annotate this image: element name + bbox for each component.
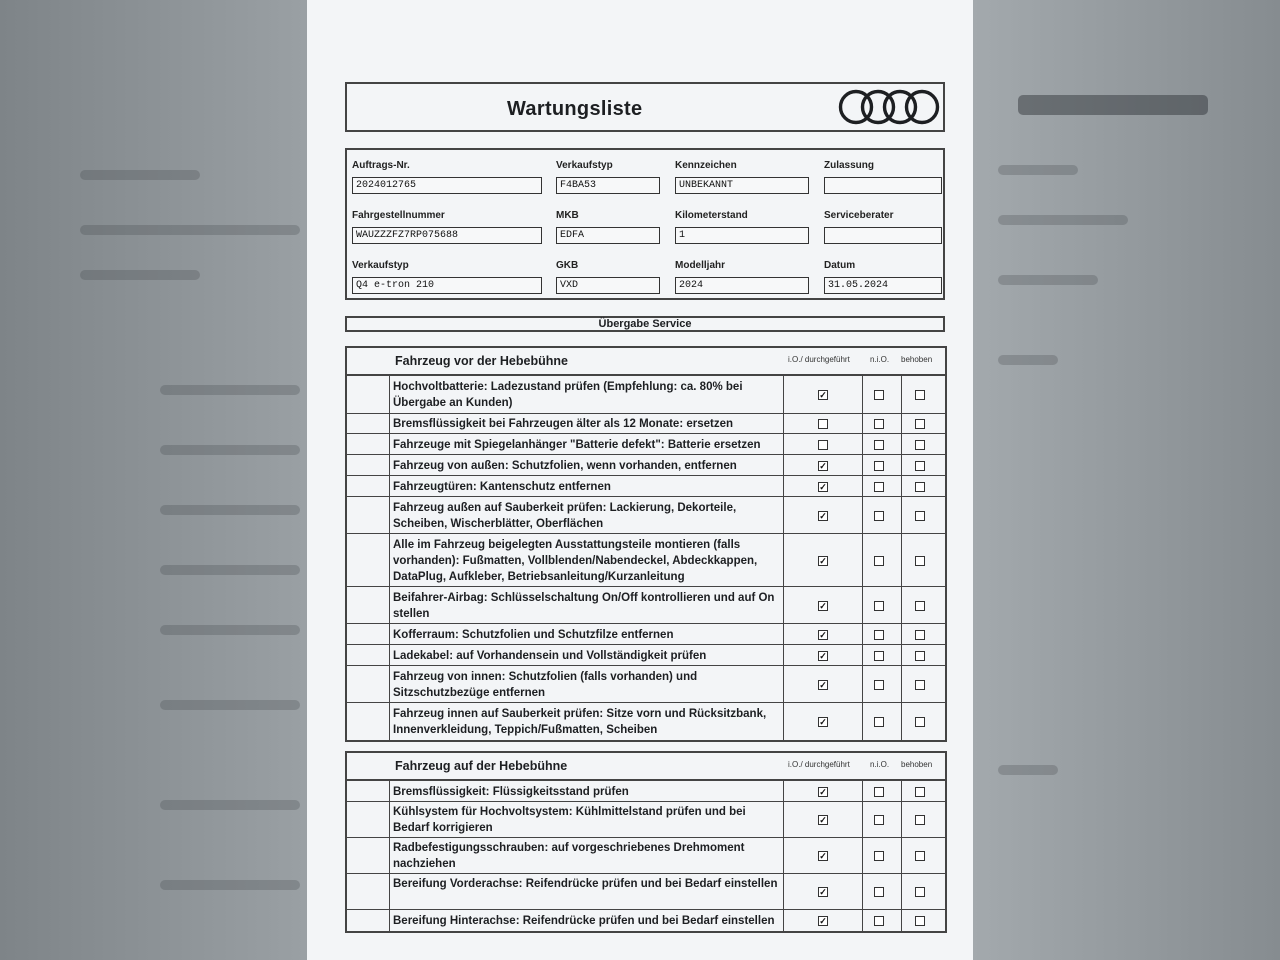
- checkbox-io[interactable]: [818, 851, 828, 861]
- checklist-section-before-lift: [345, 346, 947, 742]
- checklist-row: [347, 587, 945, 624]
- checkbox-behoben[interactable]: [915, 680, 925, 690]
- checkbox-io[interactable]: [818, 887, 828, 897]
- checklist-item-text: Hochvoltbatterie: Ladezustand prüfen (Empfehlung: ca. 80% bei Übergabe an Kunden): [393, 381, 743, 409]
- section-band-title: Übergabe Service: [345, 316, 945, 332]
- checkbox-io[interactable]: [818, 630, 828, 640]
- checkbox-behoben[interactable]: [915, 851, 925, 861]
- check-mark-icon: ✓: [819, 482, 827, 492]
- field-label: GKB: [556, 260, 579, 271]
- field-value: 1: [675, 227, 809, 244]
- check-mark-icon: ✓: [819, 916, 827, 926]
- blurred-text: [80, 270, 200, 280]
- blurred-text: [998, 765, 1058, 775]
- checkbox-nio[interactable]: [874, 511, 884, 521]
- blurred-text: [998, 275, 1098, 285]
- checkbox-nio[interactable]: [874, 680, 884, 690]
- checkbox-behoben[interactable]: [915, 916, 925, 926]
- checklist-item-text: Fahrzeuge mit Spiegelanhänger "Batterie defekt": Batterie ersetzen: [393, 439, 761, 451]
- checklist-row: [347, 874, 945, 910]
- checkbox-behoben[interactable]: [915, 390, 925, 400]
- check-mark-icon: ✓: [819, 787, 827, 797]
- checkbox-behoben[interactable]: [915, 511, 925, 521]
- blurred-text: [160, 505, 300, 515]
- checkbox-behoben[interactable]: [915, 787, 925, 797]
- checklist-item-text: Alle im Fahrzeug beigelegten Ausstattungsteile montieren (falls vorhanden): Fußmatten, Vollblenden/Nabendeckel, Abdeckkappen, DataPlug, Aufkleber, Betriebsanleitung/Kurzanleitung: [393, 539, 758, 583]
- checkbox-nio[interactable]: [874, 482, 884, 492]
- checkbox-nio[interactable]: [874, 717, 884, 727]
- checkbox-io[interactable]: [818, 511, 828, 521]
- check-mark-icon: ✓: [819, 511, 827, 521]
- section-header: [347, 753, 945, 781]
- checklist-item-text: Fahrzeug innen auf Sauberkeit prüfen: Sitze vorn und Rücksitzbank, Innenverkleidung, Teppich/Fußmatten, Scheiben: [393, 708, 767, 736]
- checklist-item-text: Radbefestigungsschrauben: auf vorgeschriebenes Drehmoment nachziehen: [393, 842, 745, 870]
- column-header: n.i.O.: [870, 760, 890, 769]
- field-value: 2024: [675, 277, 809, 294]
- checklist-item-text: Bereifung Vorderachse: Reifendrücke prüfen und bei Bedarf einstellen: [393, 878, 778, 890]
- field-value: WAUZZZFZ7RP075688: [352, 227, 542, 244]
- checkbox-io[interactable]: [818, 815, 828, 825]
- checkbox-behoben[interactable]: [915, 440, 925, 450]
- checklist-item-text: Fahrzeugtüren: Kantenschutz entfernen: [393, 481, 611, 493]
- checklist-row: [347, 624, 945, 645]
- blurred-logo: [1018, 95, 1208, 115]
- checkbox-nio[interactable]: [874, 651, 884, 661]
- field-label: Datum: [824, 260, 856, 271]
- checkbox-io[interactable]: [818, 680, 828, 690]
- field-label: Kennzeichen: [675, 160, 737, 171]
- checklist-row: [347, 703, 945, 740]
- checkbox-behoben[interactable]: [915, 601, 925, 611]
- blurred-text: [160, 800, 300, 810]
- column-header: n.i.O.: [870, 355, 890, 364]
- checklist-item-text: Fahrzeug von innen: Schutzfolien (falls vorhanden) und Sitzschutzbezüge entfernen: [393, 671, 698, 699]
- checkbox-io[interactable]: [818, 601, 828, 611]
- blurred-text: [160, 700, 300, 710]
- field-label: Fahrgestellnummer: [352, 210, 445, 221]
- field-value: 2024012765: [352, 177, 542, 194]
- blurred-text: [160, 565, 300, 575]
- checkbox-io[interactable]: [818, 916, 828, 926]
- checklist-row: [347, 534, 945, 587]
- checklist-section-on-lift: [345, 751, 947, 933]
- field-label: Zulassung: [824, 160, 875, 171]
- background-left: [0, 0, 307, 960]
- check-mark-icon: ✓: [819, 601, 827, 611]
- checkbox-io[interactable]: [818, 440, 828, 450]
- checklist-row: [347, 376, 945, 414]
- checkbox-nio[interactable]: [874, 556, 884, 566]
- field-value: Q4 e-tron 210: [352, 277, 542, 294]
- check-mark-icon: ✓: [819, 887, 827, 897]
- section-header: [347, 348, 945, 376]
- check-mark-icon: ✓: [819, 556, 827, 566]
- checkbox-io[interactable]: [818, 651, 828, 661]
- check-mark-icon: ✓: [819, 851, 827, 861]
- checklist-item-text: Kühlsystem für Hochvoltsystem: Kühlmittelstand prüfen und bei Bedarf korrigieren: [393, 806, 746, 834]
- checklist-row: [347, 645, 945, 666]
- field-label: Serviceberater: [824, 210, 894, 221]
- check-mark-icon: ✓: [819, 717, 827, 727]
- blurred-text: [160, 385, 300, 395]
- check-mark-icon: ✓: [819, 461, 827, 471]
- checkbox-nio[interactable]: [874, 390, 884, 400]
- field-value: [824, 227, 942, 244]
- blurred-text: [998, 215, 1128, 225]
- checklist-item-text: Bremsflüssigkeit: Flüssigkeitsstand prüfen: [393, 786, 629, 798]
- checkbox-nio[interactable]: [874, 887, 884, 897]
- field-value: 31.05.2024: [824, 277, 942, 294]
- checklist-row: [347, 802, 945, 838]
- blurred-text: [80, 225, 300, 235]
- field-value: [824, 177, 942, 194]
- checklist-row: [347, 497, 945, 534]
- checkbox-behoben[interactable]: [915, 419, 925, 429]
- field-label: Kilometerstand: [675, 210, 748, 221]
- checkbox-nio[interactable]: [874, 787, 884, 797]
- vehicle-info-panel: [345, 148, 945, 300]
- column-header: behoben: [901, 355, 933, 364]
- check-mark-icon: ✓: [819, 815, 827, 825]
- checkbox-nio[interactable]: [874, 601, 884, 611]
- check-mark-icon: ✓: [819, 680, 827, 690]
- column-header: behoben: [901, 760, 933, 769]
- checkbox-nio[interactable]: [874, 815, 884, 825]
- checkbox-io[interactable]: [818, 556, 828, 566]
- checkbox-io[interactable]: [818, 787, 828, 797]
- field-label: Verkaufstyp: [556, 160, 613, 171]
- checkbox-nio[interactable]: [874, 630, 884, 640]
- checkbox-behoben[interactable]: [915, 630, 925, 640]
- blurred-text: [160, 625, 300, 635]
- checkbox-behoben[interactable]: [915, 482, 925, 492]
- field-value: EDFA: [556, 227, 660, 244]
- checkbox-behoben[interactable]: [915, 651, 925, 661]
- checklist-item-text: Fahrzeug außen auf Sauberkeit prüfen: Lackierung, Dekorteile, Scheiben, Wischerblätter, Oberflächen: [393, 502, 737, 530]
- blurred-text: [160, 445, 300, 455]
- check-mark-icon: ✓: [819, 651, 827, 661]
- document-header: [345, 82, 945, 132]
- field-label: Auftrags-Nr.: [352, 160, 410, 171]
- section-title: Fahrzeug vor der Hebebühne: [395, 354, 568, 368]
- field-label: Modelljahr: [675, 260, 726, 271]
- checklist-row: [347, 781, 945, 802]
- field-value: VXD: [556, 277, 660, 294]
- checklist-item-text: Ladekabel: auf Vorhandensein und Vollständigkeit prüfen: [393, 650, 707, 662]
- checklist-row: [347, 455, 945, 476]
- checkbox-behoben[interactable]: [915, 717, 925, 727]
- four-rings-logo: [837, 86, 941, 128]
- check-mark-icon: ✓: [819, 390, 827, 400]
- checklist-item-text: Beifahrer-Airbag: Schlüsselschaltung On/Off kontrollieren und auf On stellen: [393, 592, 775, 620]
- field-value: UNBEKANNT: [675, 177, 809, 194]
- checklist-item-text: Kofferraum: Schutzfolien und Schutzfilze entfernen: [393, 629, 674, 641]
- checkbox-nio[interactable]: [874, 461, 884, 471]
- checkbox-io[interactable]: [818, 482, 828, 492]
- background-right: [973, 0, 1280, 960]
- checkbox-io[interactable]: [818, 717, 828, 727]
- checklist-item-text: Fahrzeug von außen: Schutzfolien, wenn vorhanden, entfernen: [393, 460, 737, 472]
- blurred-text: [998, 355, 1058, 365]
- checklist-row: [347, 666, 945, 703]
- checkbox-behoben[interactable]: [915, 815, 925, 825]
- checkbox-nio[interactable]: [874, 419, 884, 429]
- checkbox-nio[interactable]: [874, 916, 884, 926]
- field-label: MKB: [556, 210, 579, 221]
- field-value: F4BA53: [556, 177, 660, 194]
- field-label: Verkaufstyp: [352, 260, 409, 271]
- checkbox-behoben[interactable]: [915, 556, 925, 566]
- blurred-text: [160, 880, 300, 890]
- checklist-row: [347, 838, 945, 874]
- checklist-item-text: Bereifung Hinterachse: Reifendrücke prüfen und bei Bedarf einstellen: [393, 915, 775, 927]
- document-title: Wartungsliste: [507, 98, 643, 120]
- blurred-text: [80, 170, 200, 180]
- checklist-row: [347, 910, 945, 931]
- document-page: [307, 0, 973, 960]
- column-header: i.O./ durchgeführt: [788, 760, 850, 769]
- blurred-text: [998, 165, 1078, 175]
- check-mark-icon: ✓: [819, 630, 827, 640]
- checkbox-io[interactable]: [818, 461, 828, 471]
- column-header: i.O./ durchgeführt: [788, 355, 850, 364]
- checkbox-nio[interactable]: [874, 851, 884, 861]
- checklist-item-text: Bremsflüssigkeit bei Fahrzeugen älter als 12 Monate: ersetzen: [393, 418, 734, 430]
- checkbox-behoben[interactable]: [915, 461, 925, 471]
- checkbox-nio[interactable]: [874, 440, 884, 450]
- checkbox-io[interactable]: [818, 419, 828, 429]
- checkbox-behoben[interactable]: [915, 887, 925, 897]
- section-title: Fahrzeug auf der Hebebühne: [395, 759, 568, 773]
- checkbox-io[interactable]: [818, 390, 828, 400]
- checklist-row: [347, 476, 945, 497]
- checklist-row: [347, 434, 945, 455]
- checklist-row: [347, 414, 945, 434]
